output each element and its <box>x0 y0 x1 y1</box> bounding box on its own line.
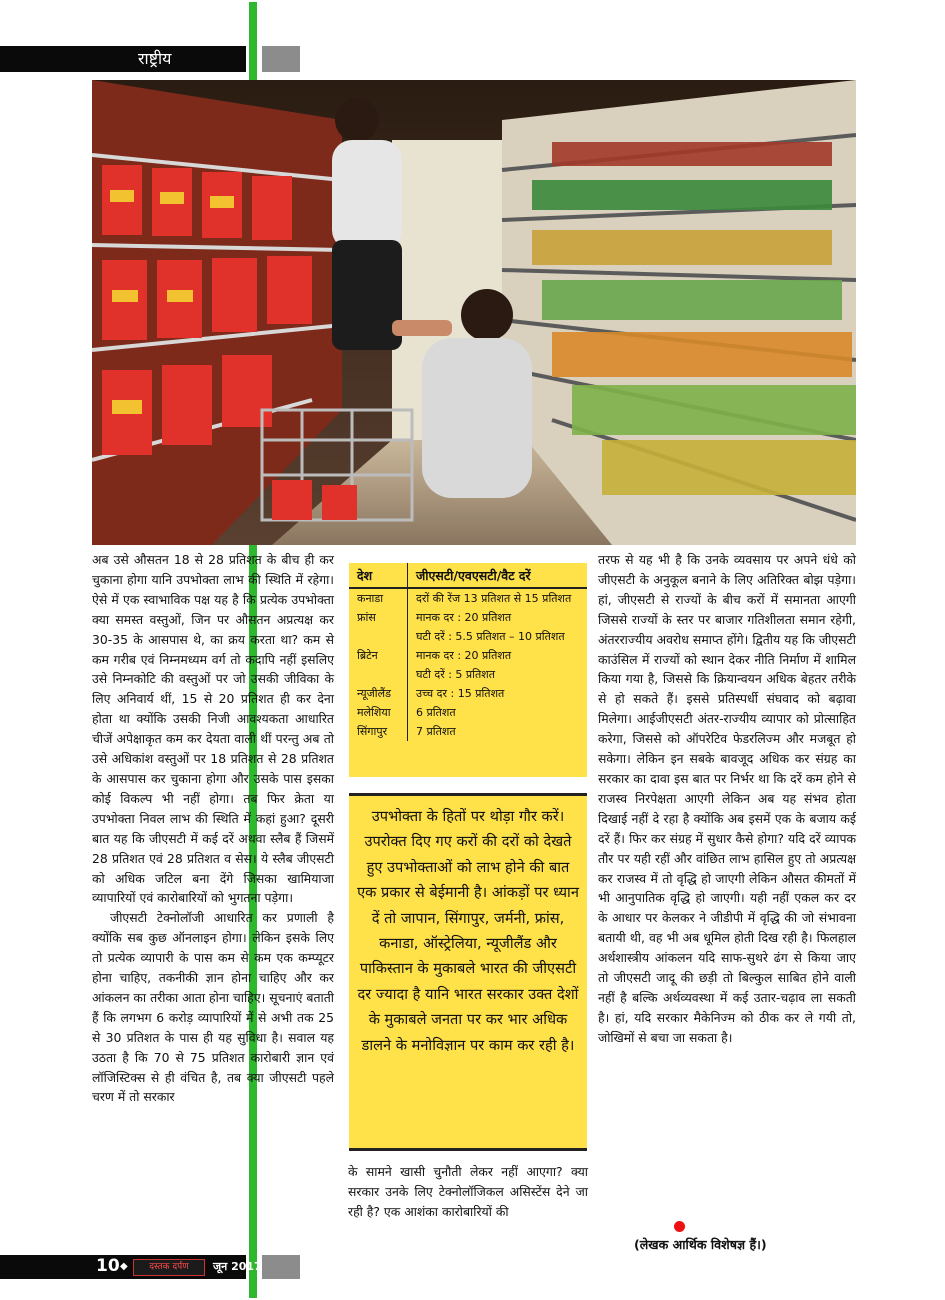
footer-grey-block <box>262 1255 300 1279</box>
author-note: (लेखक आर्थिक विशेषज्ञ हैं।) <box>634 1237 767 1252</box>
table-cell-rate: 6 प्रतिशत <box>416 706 456 719</box>
header-grey-block <box>262 46 300 72</box>
table-row <box>349 684 587 703</box>
pull-quote-box <box>349 793 587 1151</box>
table-row <box>349 646 587 665</box>
magazine-logo <box>133 1259 205 1276</box>
end-mark-icon <box>674 1221 685 1232</box>
table-cell-rate: मानक दर : 20 प्रतिशत <box>416 611 512 624</box>
left-paragraph-1: अब उसे औसतन 18 से 28 प्रतिशत के बीच ही कर चुकाना होगा यानि उपभोक्ता लाभ की स्थिति में रहेगा। ऐसे में एक स्वाभाविक पक्ष यह है कि प्रत्येक उपभोक्ता क्या समस्त वस्तुओं, जिन पर औसतन अप्रत्यक्ष कर 30-35 के आसपास थे, का क्रय करता था? कम से कम गरीब एवं निम्नमध्यम वर्ग तो कदापि नहीं इसलिए उसे निम्नकोटि की वस्तुओं पर जो उसकी जीविका के लिए अनिवार्य थीं, 15 से 20 प्रतिशत ही कर देना होता था क्योंकि उसकी निजी आवश्यकता आधारित चीजें अपेक्षाकृत कम कर देयता वाली थीं परन्तु अब तो उसे अधिकांश वस्तुओं पर 18 प्रतिशत से 28 प्रतिशत के आसपास कर चुकाना होगा और उसके पास इसका कोई विकल्प भी नहीं होगा। तब फिर क्रेता या उपभोक्ता निवल लाभ की स्थिति में कहां हुआ? दूसरी बात यह कि जीएसटी में कई दरें अथवा स्लैब हैं जिसमें 28 प्रतिशत एवं 28 प्रतिशत व सेस। ये स्लैब जीएसटी को अधिक जटिल बना देंगे जिसका खामियाजा व्यापारियों एवं कारोबारियों को भुगतना पड़ेगा। <box>92 552 334 906</box>
diamond-icon: ◆ <box>120 1261 128 1272</box>
table-cell-rate: दरों की रेंज 13 प्रतिशत से 15 प्रतिशत <box>416 592 572 605</box>
pull-quote-text: उपभोक्ता के हितों पर थोड़ा गौर करें। उपरोक्त दिए गए करों की दरों को देखते हुए उपभोक्ताओं को लाभ होने की बात एक प्रकार से बेईमानी है। आंकड़ों पर ध्यान दें तो जापान, सिंगापुर, जर्मनी, फ्रांस, कनाडा, ऑस्ट्रेलिया, न्यूजीलैंड और पाकिस्तान के मुकाबले भारत की जीएसटी दर ज्यादा है यानि भारत सरकार उक्त देशों के मुकाबले जनता पर कर भार अधिक डालने के मनोविज्ञान पर काम कर रही है। <box>357 808 579 1054</box>
table-row <box>349 722 587 741</box>
magazine-name: दस्तक दर्पण <box>149 1262 189 1272</box>
header-bar <box>0 46 246 72</box>
table-cell-country: सिंगापुर <box>349 722 408 741</box>
right-column <box>598 550 856 1048</box>
gst-rates-table <box>349 563 587 777</box>
table-cell-country: न्यूजीलैंड <box>349 684 408 703</box>
table-cell-country: फ्रांस <box>349 608 408 627</box>
table-cell-rate: उच्च दर : 15 प्रतिशत <box>416 687 505 700</box>
left-paragraph-2: जीएसटी टेक्नोलॉजी आधारित कर प्रणाली है क्योंकि सब कुछ ऑनलाइन होगा। लेकिन इसके लिए तो प्रत्येक व्यापारी के पास कम से कम एक कम्प्यूटर होना चाहिए, तकनीकी ज्ञान होना चाहिए और कर आंकलन का तरीका आता होना चाहिए। सूचनाएं बताती हैं कि लगभग 6 करोड़ व्यापारियों में से अभी तक 25 से 30 प्रतिशत के पास ही यह सुविधा है। सवाल यह उठता है कि 70 से 75 प्रतिशत कारोबारी ज्ञान एवं लॉजिस्टिक्स से ही वंचित है, तब क्या जीएसटी पहले चरण में तो सरकार <box>92 910 334 1105</box>
middle-column-text: के सामने खासी चुनौती लेकर नहीं आएगा? क्या सरकार उनके लिए टेक्नोलॉजिकल असिस्टेंस देने जा रही है? एक आशंका कारोबारियों की <box>348 1164 588 1219</box>
table-cell-rate: मानक दर : 20 प्रतिशत <box>416 649 512 662</box>
table-row <box>349 588 587 608</box>
table-cell-country <box>349 665 408 684</box>
table-cell-country: मलेशिया <box>349 703 408 722</box>
table-header-country: देश <box>349 563 408 588</box>
table-cell-rate: घटी दरें : 5 प्रतिशत <box>416 668 496 681</box>
left-column <box>92 550 334 1107</box>
table-cell-country: ब्रिटेन <box>349 646 408 665</box>
issue-date: जून 2017 <box>213 1260 262 1273</box>
table-row <box>349 703 587 722</box>
table-cell-rate: 7 प्रतिशत <box>416 725 456 738</box>
page-number: 10 <box>96 1256 120 1276</box>
table-row <box>349 627 587 646</box>
table-row <box>349 665 587 684</box>
table-row <box>349 608 587 627</box>
table-cell-country <box>349 627 408 646</box>
table-cell-country: कनाडा <box>349 588 408 608</box>
right-paragraph: तरफ से यह भी है कि उनके व्यवसाय पर अपने धंधे को जीएसटी के अनुकूल बनाने के लिए अतिरिक्त बोझ पड़ेगा। हां, जीएसटी से राज्यों के बीच करों में समानता आएगी जिससे राज्यों के स्तर पर बाजार गतिशीलता समान रहेगी, अंतरराज्यीय अवरोध समाप्त होंगे। द्वितीय यह कि जीएसटी काउंसिल में राज्यों को स्थान देकर नीति निर्माण में शामिल किया गया है, जिससे कि क्रियान्वयन अधिक बेहतर तरीके से हो सकते हैं। इससे प्रतिस्पर्धी संघवाद को बढ़ावा मिलेगा। आईजीएसटी अंतर-राज्यीय व्यापार को प्रोत्साहित करेगा, जिससे को ऑपरेटिव फेडरलिज्म और मजबूत हो सकेगा। लेकिन इन सबके बावजूद अधिक कर संग्रह का सरकार का दावा इस बात पर निर्भर था कि दरें कम होने से राजस्व निरपेक्षता आएगी लेकिन अब यह संभव होता दिखाई नहीं दे रहा है क्योंकि अब इसमें एक के बजाय कई दरें हैं। फिर कर संग्रह में सुधार कैसे होगा? यदि दरें व्यापक तौर पर यही रहीं और वांछित लाभ हासिल हुए तो अप्रत्यक्ष कर राजस्व में तो वृद्धि हो जाएगी लेकिन औसत कीमतों में भी आनुपातिक वृद्धि हो जाएगी। यही नहीं एकल कर दर के आधार पर केलकर ने जीडीपी में वृद्धि की जो संभावना बतायी थी, वह भी अब धूमिल होती दिख रही है। फिलहाल अर्थशास्त्रीय आंकलन यदि साफ-सुथरे ढंग से किया जाए तो जीएसटी जादू की छड़ी तो बिल्कुल साबित होने वाली नहीं है बल्कि अर्थव्यवस्था में कई उतार-चढ़ाव ला सकती है। हां, यदि सरकार मैकेनिज्म को ठीक कर ले गयी तो, जोखिमों से बचा जा सकता है। <box>598 552 856 1045</box>
section-title: राष्ट्रीय <box>138 49 172 68</box>
table-cell-rate: घटी दरें : 5.5 प्रतिशत – 10 प्रतिशत <box>416 630 565 643</box>
table-header-rates: जीएसटी/एवएसटी/वैट दरें <box>408 563 588 588</box>
supermarket-photo <box>92 80 856 545</box>
